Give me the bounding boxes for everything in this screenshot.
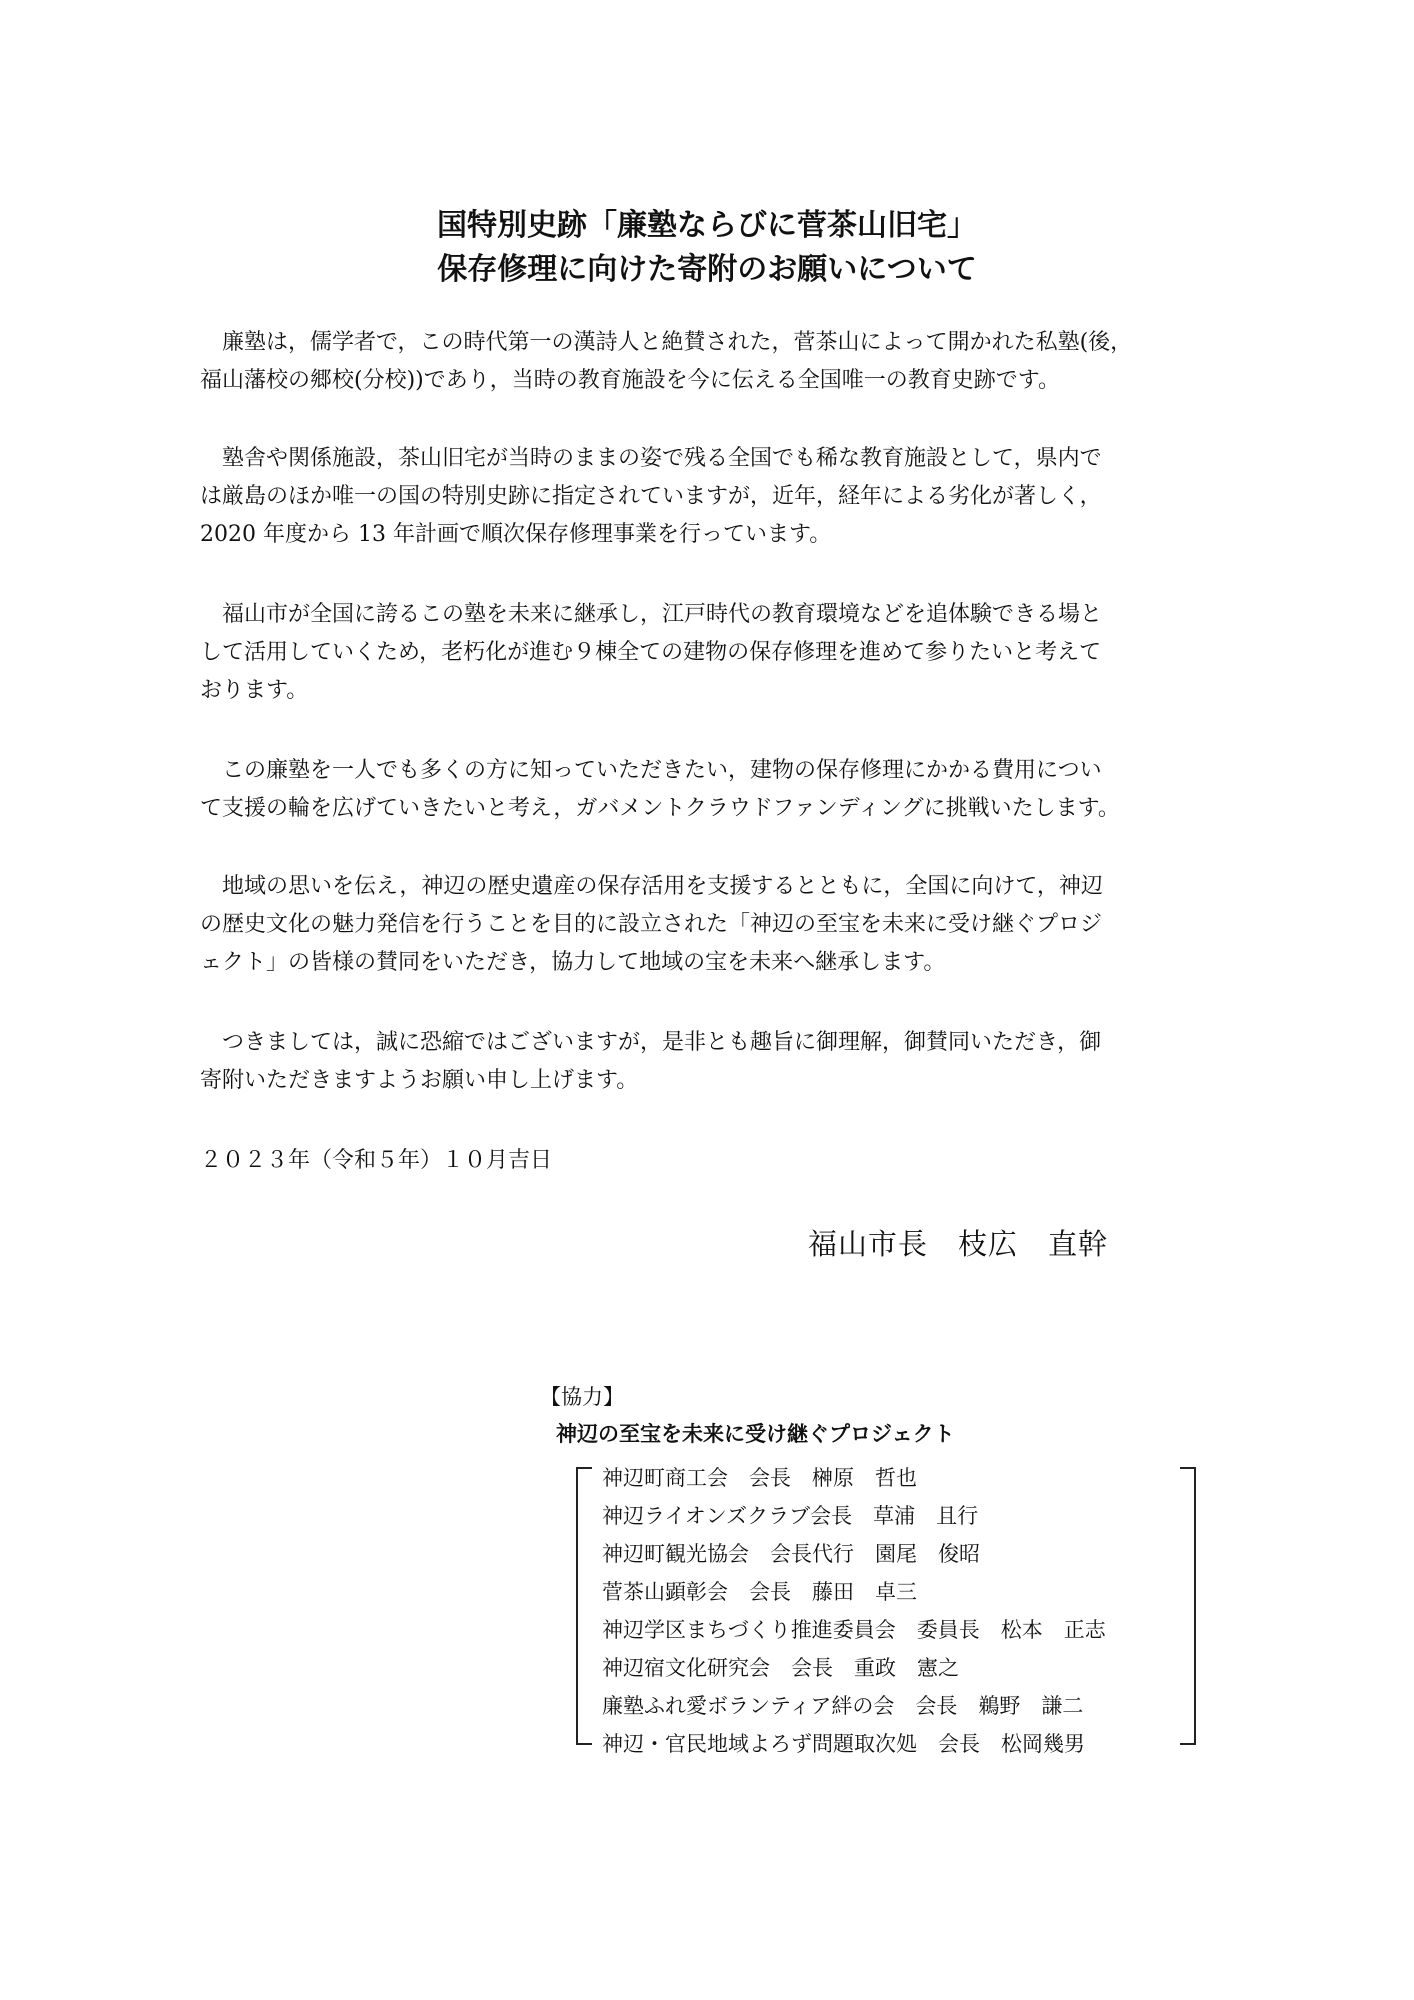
paragraph-line: 寄附いただきますようお願い申し上げます。	[200, 1068, 639, 1093]
paragraph-line: 廉塾は，儒学者で，この時代第一の漢詩人と絶賛された，菅茶山によって開かれた私塾(後，	[200, 330, 1133, 355]
paragraph-line: おります。	[200, 678, 309, 703]
member-item: 廉塾ふれ愛ボランティア絆の会 会長 鵜野 謙二	[602, 1694, 1084, 1718]
paragraph-line: つきましては，誠に恐縮ではございますが，是非とも趣旨に御理解，御賛同いただき，御	[200, 1030, 1102, 1055]
paragraph-line: の歴史文化の魅力発信を行うことを目的に設立された「神辺の至宝を未来に受け継ぐプロジ	[200, 912, 1103, 937]
title-line-2: 保存修理に向けた寄附のお願いについて	[437, 252, 977, 287]
member-item: 神辺宿文化研究会 会長 重政 憲之	[602, 1656, 959, 1680]
cooperation-label: 【協力】	[540, 1385, 624, 1409]
paragraph-line: して活用していくため，老朽化が進む９棟全ての建物の保存修理を進めて参りたいと考えて	[200, 640, 1102, 665]
paragraph-line: 2020 年度から 13 年計画で順次保存修理事業を行っています。	[200, 522, 832, 547]
paragraph-intro	[200, 324, 1220, 400]
paragraph-line: て支援の輪を広げていきたいと考え，ガバメントクラウドファンディングに挑戦いたします。	[200, 796, 1120, 821]
left-bracket	[576, 1467, 592, 1745]
paragraph-line: 福山藩校の郷校(分校))であり，当時の教育施設を今に伝える全国唯一の教育史跡です。	[200, 368, 1060, 393]
member-item: 神辺町商工会 会長 榊原 哲也	[602, 1466, 917, 1490]
paragraph-line: 地域の思いを伝え，神辺の歴史遺産の保存活用を支援するとともに，全国に向けて，神辺	[200, 874, 1103, 899]
paragraph-request	[200, 1024, 1220, 1100]
paragraph-line: 福山市が全国に誇るこの塾を未来に継承し，江戸時代の教育環境などを追体験できる場と	[200, 602, 1103, 627]
paragraph-facilities	[200, 440, 1220, 554]
document-date: ２０２３年（令和５年）１０月吉日	[200, 1148, 553, 1173]
paragraph-line: 塾舎や関係施設，茶山旧宅が当時のままの姿で残る全国でも稀な教育施設として，県内で	[200, 446, 1102, 471]
paragraph-line: この廉塾を一人でも多くの方に知っていただきたい，建物の保存修理にかかる費用につい	[200, 758, 1102, 783]
member-list	[602, 1459, 1106, 1763]
paragraph-line: は厳島のほか唯一の国の特別史跡に指定されていますが，近年，経年による劣化が著しく，	[200, 484, 1102, 509]
document-title	[0, 204, 1414, 292]
paragraph-crowdfunding	[200, 752, 1220, 828]
member-item: 菅茶山顕彰会 会長 藤田 卓三	[602, 1580, 917, 1604]
member-item: 神辺町観光協会 会長代行 園尾 俊昭	[602, 1542, 980, 1566]
paragraph-line: ェクト」の皆様の賛同をいただき，協力して地域の宝を未来へ継承します。	[200, 950, 946, 975]
member-item: 神辺ライオンズクラブ会長 草浦 且行	[602, 1504, 979, 1528]
signature: 福山市長 枝広 直幹	[808, 1227, 1109, 1261]
paragraph-project	[200, 868, 1220, 982]
title-line-1: 国特別史跡「廉塾ならびに菅茶山旧宅」	[437, 208, 977, 243]
member-item: 神辺学区まちづくり推進委員会 委員長 松本 正志	[602, 1618, 1106, 1642]
member-item: 神辺・官民地域よろず問題取次処 会長 松岡幾男	[602, 1732, 1085, 1756]
paragraph-inheritance	[200, 596, 1220, 710]
right-bracket	[1180, 1467, 1196, 1745]
cooperation-project-name: 神辺の至宝を未来に受け継ぐプロジェクト	[556, 1422, 955, 1446]
